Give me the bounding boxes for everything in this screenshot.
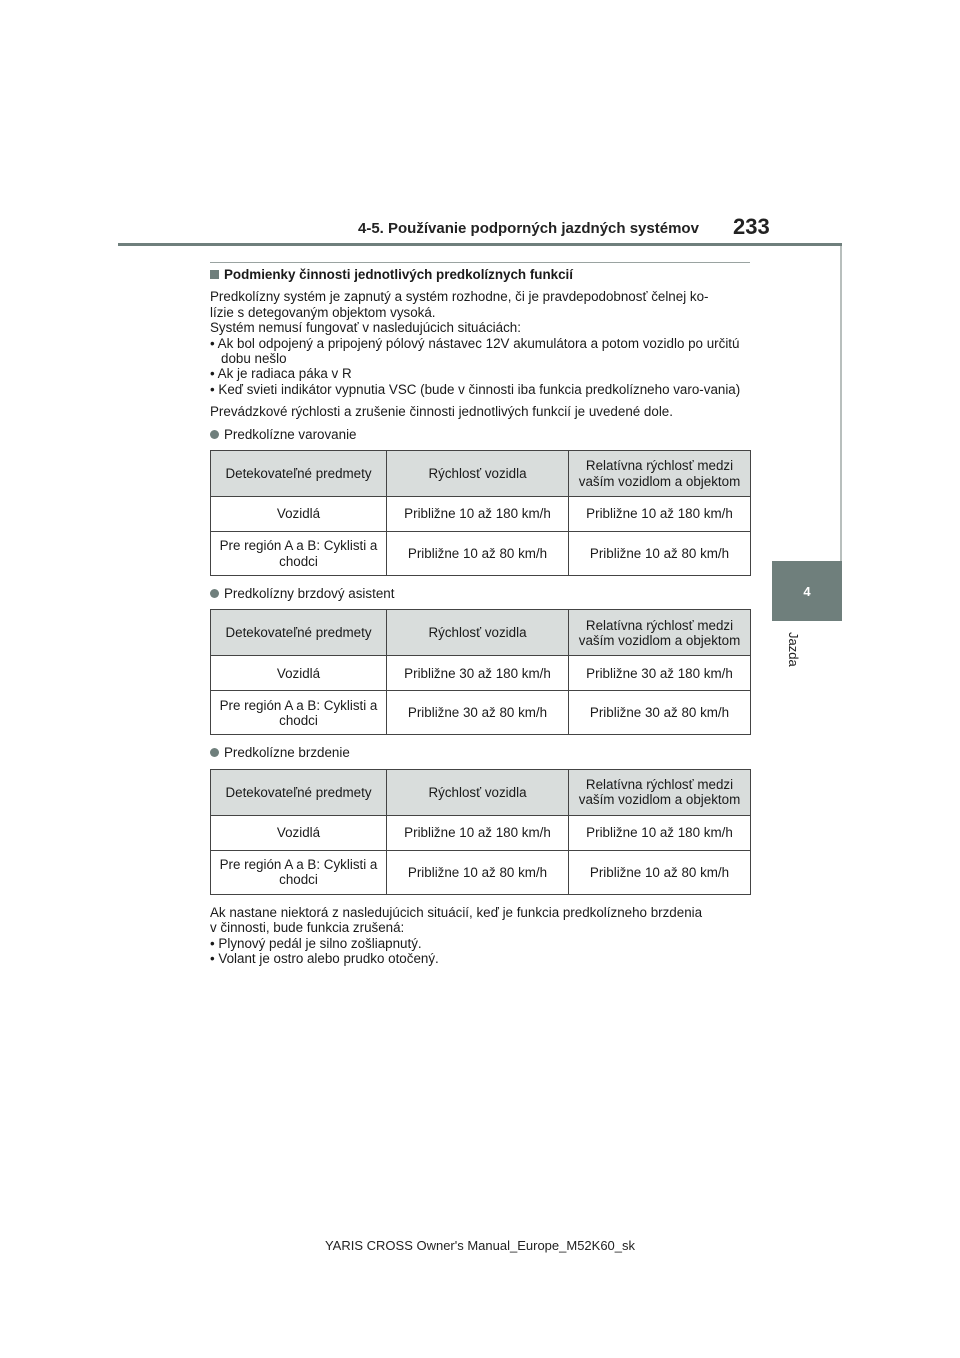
header-cell: Rýchlosť vozidla <box>387 610 569 656</box>
table-header-row <box>211 610 751 656</box>
bullet-item: • Volant je ostro alebo prudko otočený. <box>210 951 439 967</box>
table-cell: Približne 30 až 80 km/h <box>569 691 751 735</box>
chapter-name: Jazda <box>786 632 801 667</box>
chapter-tab <box>772 561 842 621</box>
table-header-row <box>211 769 751 815</box>
table-cell: Vozidlá <box>211 815 387 850</box>
circle-bullet-icon <box>210 589 219 598</box>
chapter-number: 4 <box>803 583 811 599</box>
table-heading <box>210 427 750 442</box>
table-cell: Približne 30 až 180 km/h <box>569 656 751 691</box>
table-cell: Približne 10 až 180 km/h <box>569 497 751 532</box>
table-cell: Vozidlá <box>211 656 387 691</box>
header-cell: Relatívna rýchlosť medzi vaším vozidlom a objektom <box>569 610 751 656</box>
speeds-note: Prevádzkové rýchlosti a zrušenie činnosti jednotlivých funkcií je uvedené dole. <box>210 404 673 420</box>
spec-table <box>210 609 751 735</box>
header-cell: Detekovateľné predmety <box>211 769 387 815</box>
side-divider <box>840 246 842 562</box>
intro-line: Predkolízny systém je zapnutý a systém rozhodne, či je pravdepodobnosť čelnej ko- <box>210 289 709 305</box>
section-heading-text: Podmienky činnosti jednotlivých predkolíznych funkcií <box>224 267 573 282</box>
page-number: 233 <box>733 214 770 239</box>
section-divider <box>210 262 750 263</box>
intro-line: Systém nemusí fungovať v nasledujúcich situáciách: <box>210 320 521 336</box>
bullet-item: • Plynový pedál je silno zošliapnutý. <box>210 935 422 951</box>
table-row <box>211 691 751 735</box>
table-cell: Približne 10 až 180 km/h <box>387 497 569 532</box>
header-cell: Rýchlosť vozidla <box>387 451 569 497</box>
table-row <box>211 815 751 850</box>
header-cell: Relatívna rýchlosť medzi vaším vozidlom a objektom <box>569 769 751 815</box>
table-row <box>211 497 751 532</box>
table-row <box>211 532 751 576</box>
table-heading-text: Predkolízne varovanie <box>224 426 357 442</box>
closing-paragraph <box>210 905 750 967</box>
table-cell: Približne 10 až 80 km/h <box>569 532 751 576</box>
bullet-item: • Ak bol odpojený a pripojený pólový nástavec 12V akumulátora a potom vozidlo po určitú dobu nešlo <box>210 335 740 367</box>
table-cell: Približne 10 až 80 km/h <box>387 532 569 576</box>
header-divider <box>118 243 842 246</box>
square-bullet-icon <box>210 270 219 279</box>
bullet-item: • Keď svieti indikátor vypnutia VSC (bude v činnosti iba funkcia predkolízneho varo-vania) <box>210 381 741 397</box>
table-heading-text: Predkolízny brzdový asistent <box>224 586 395 602</box>
table-cell: Približne 10 až 180 km/h <box>387 815 569 850</box>
intro-line: lízie s detegovaným objektom vysoká. <box>210 304 436 320</box>
spec-table <box>210 450 751 576</box>
section-title: 4-5. Používanie podporných jazdných systémov <box>358 220 699 237</box>
header-cell: Detekovateľné predmety <box>211 451 387 497</box>
table-cell: Približne 30 až 80 km/h <box>387 691 569 735</box>
table-cell: Pre región A a B: Cyklisti a chodci <box>211 532 387 576</box>
header-cell: Rýchlosť vozidla <box>387 769 569 815</box>
table-cell: Vozidlá <box>211 497 387 532</box>
header-cell: Detekovateľné predmety <box>211 610 387 656</box>
intro-paragraph <box>210 289 750 397</box>
header-cell: Relatívna rýchlosť medzi vaším vozidlom a objektom <box>569 451 751 497</box>
table-cell: Približne 10 až 80 km/h <box>387 850 569 894</box>
table-cell: Približne 10 až 180 km/h <box>569 815 751 850</box>
table-heading <box>210 586 750 601</box>
closing-line: v činnosti, bude funkcia zrušená: <box>210 920 405 936</box>
table-row <box>211 850 751 894</box>
section-heading <box>210 267 750 282</box>
footer-text: YARIS CROSS Owner's Manual_Europe_M52K60_sk <box>324 1238 636 1253</box>
table-header-row <box>211 451 751 497</box>
closing-line: Ak nastane niektorá z nasledujúcich situácií, keď je funkcia predkolízneho brzdenia <box>210 904 703 920</box>
spec-table <box>210 769 751 895</box>
page-content <box>210 262 750 974</box>
table-heading-text: Predkolízne brzdenie <box>224 745 350 761</box>
table-cell: Pre región A a B: Cyklisti a chodci <box>211 850 387 894</box>
bullet-item: • Ak je radiaca páka v R <box>210 366 352 382</box>
table-cell: Približne 10 až 80 km/h <box>569 850 751 894</box>
circle-bullet-icon <box>210 748 219 757</box>
table-heading <box>210 745 750 760</box>
table-cell: Približne 30 až 180 km/h <box>387 656 569 691</box>
table-cell: Pre región A a B: Cyklisti a chodci <box>211 691 387 735</box>
table-row <box>211 656 751 691</box>
circle-bullet-icon <box>210 430 219 439</box>
